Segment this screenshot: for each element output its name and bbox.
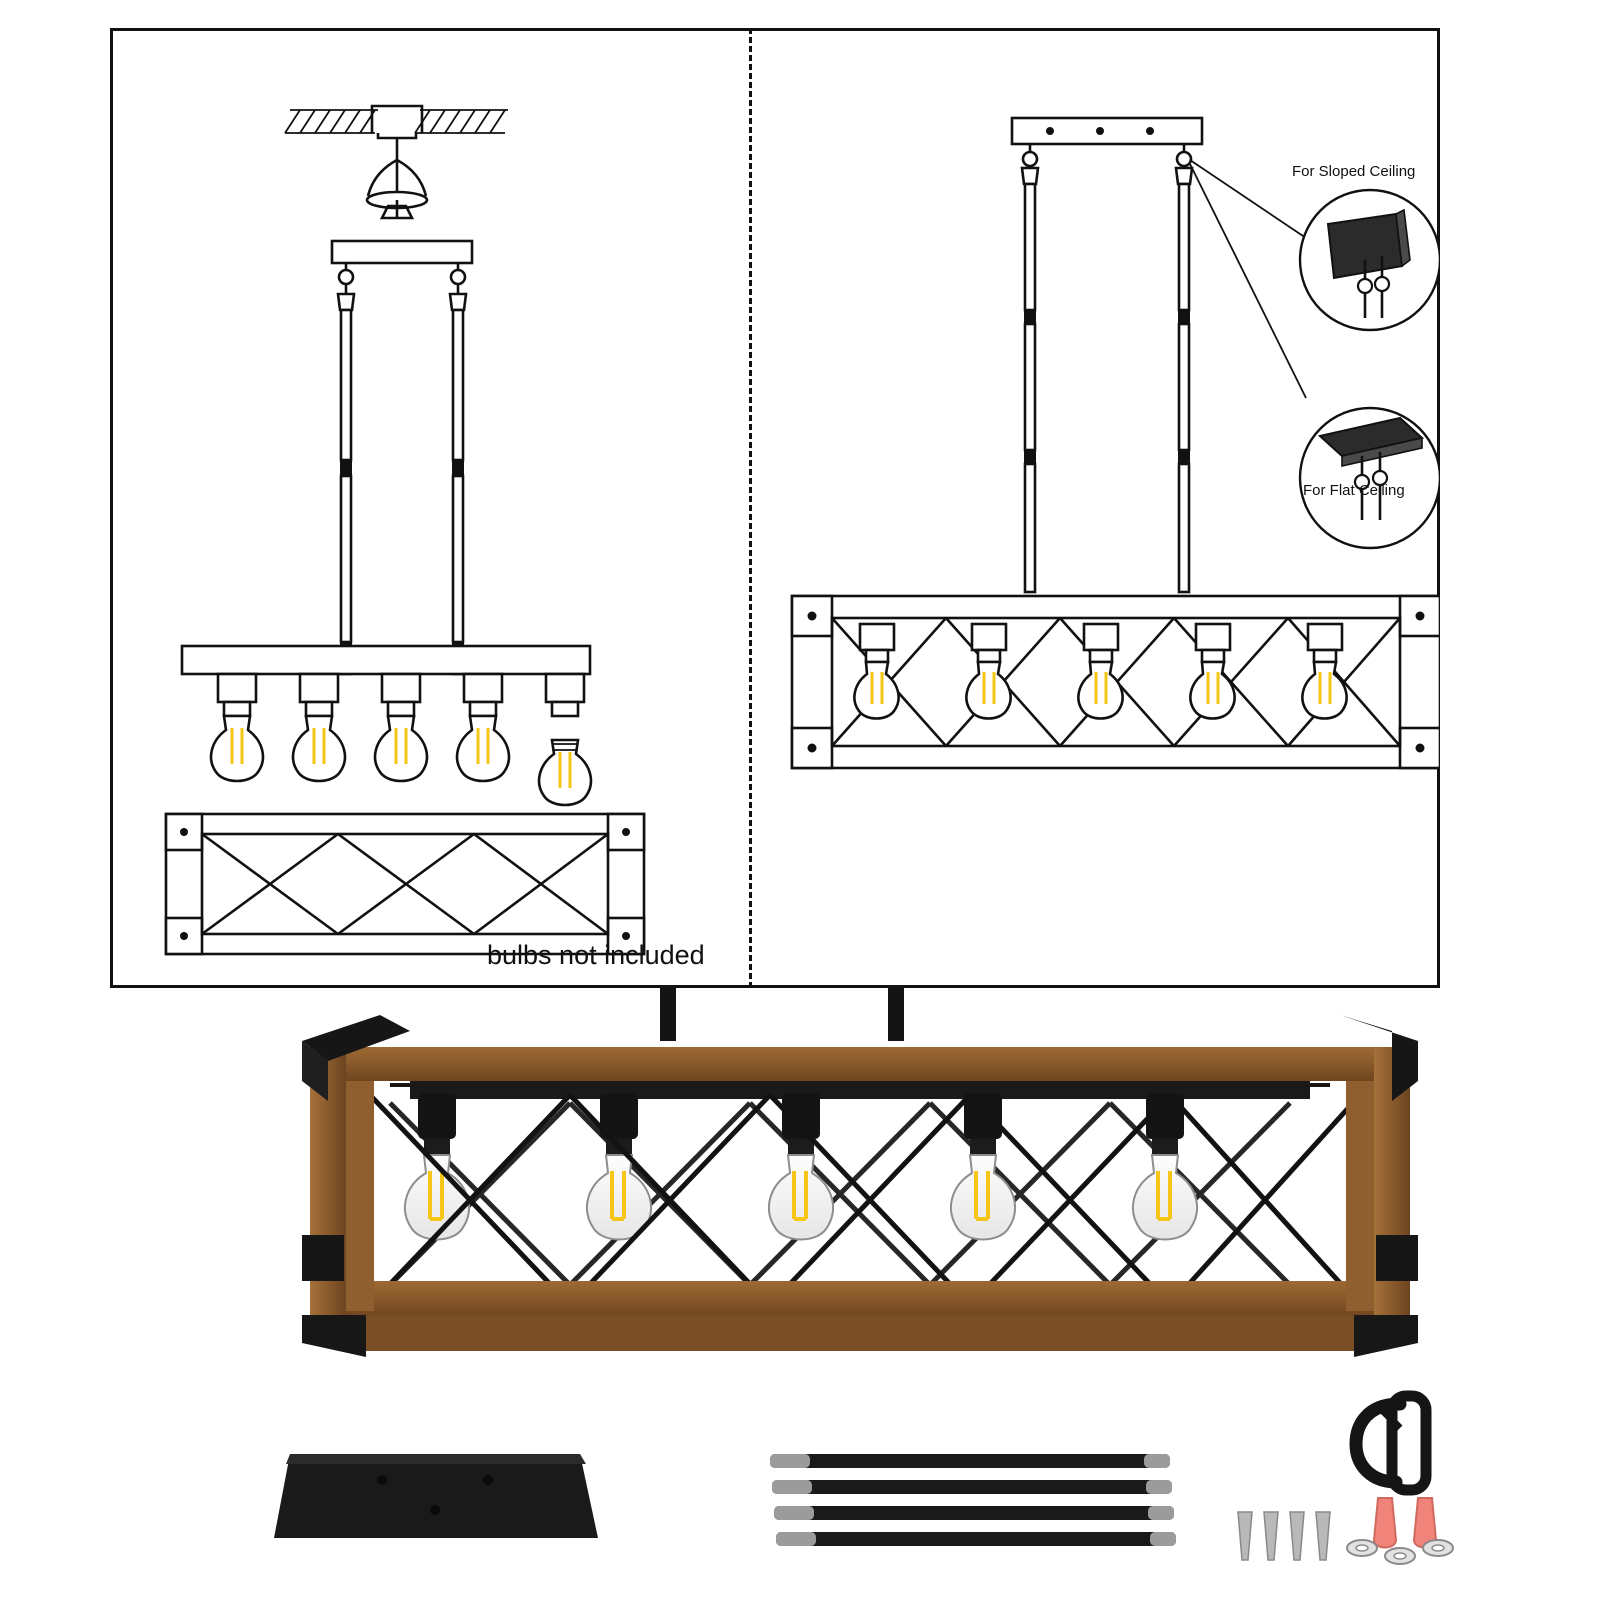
light-bar-part: [182, 646, 590, 716]
socket-2: [300, 674, 338, 716]
canopy-plate-accessory: [274, 1454, 598, 1538]
flat-ceiling-label: For Flat Ceiling: [1303, 482, 1405, 499]
downrod-right-part: [450, 284, 466, 674]
washers-accessory: [1347, 1540, 1453, 1564]
bulb-5-detached: [539, 740, 591, 805]
assembled-cage: [792, 596, 1440, 768]
assembled-downrod-left: [1022, 168, 1038, 592]
wire-nuts-accessory: [1374, 1498, 1436, 1548]
canopy-plate-part: [332, 241, 472, 284]
socket-1: [218, 674, 256, 716]
bulb-2: [293, 716, 345, 781]
photo-bulb-4: [951, 1093, 1015, 1240]
accessories-row: [260, 1370, 1560, 1590]
bulb-3: [375, 716, 427, 781]
photo-bulb-3: [769, 1093, 833, 1240]
assembled-canopy: [1012, 118, 1202, 166]
callout-leader-lines: [1190, 160, 1306, 398]
photo-bulb-2: [587, 1093, 651, 1240]
bulb-4: [457, 716, 509, 781]
bulbs-not-included-caption: bulbs not included: [487, 940, 705, 970]
downrod-left-part: [338, 284, 354, 674]
sloped-ceiling-label: For Sloped Ceiling: [1292, 163, 1416, 180]
sloped-ceiling-callout: [1300, 190, 1440, 330]
flat-ceiling-callout: [1300, 408, 1440, 548]
socket-3: [382, 674, 420, 716]
product-photo: [270, 985, 1450, 1405]
carabiner-accessory: [1356, 1396, 1426, 1490]
ceiling-bracket-icon: [285, 106, 508, 218]
cage-frame-part: [166, 814, 644, 954]
downrod-set-accessory: [770, 1454, 1176, 1546]
screws-accessory: [1238, 1512, 1330, 1560]
exploded-parts-drawing: [110, 28, 750, 988]
socket-5: [546, 674, 584, 716]
bulb-1: [211, 716, 263, 781]
socket-4: [464, 674, 502, 716]
assembled-downrod-right: [1176, 168, 1192, 592]
